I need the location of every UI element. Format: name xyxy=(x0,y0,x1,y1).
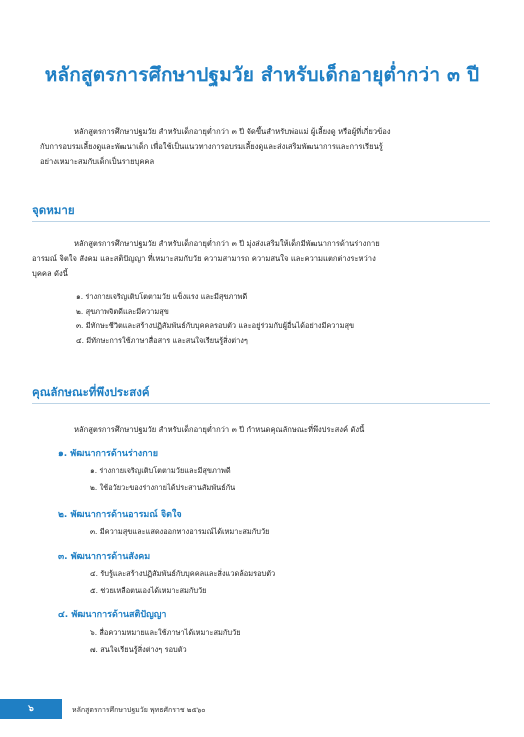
intro-line: กับการอบรมเลี้ยงดูและพัฒนาเด็ก เพื่อใช้เป็นแนวทางการอบรมเลี้ยงดูและส่งเสริมพัฒนาการและการเรียนรู้ xyxy=(40,142,383,151)
list-item: ๒. สุขภาพจิตดีและมีความสุข xyxy=(76,306,169,316)
list-item: ๕. ช่วยเหลือตนเองได้เหมาะสมกับวัย xyxy=(90,586,207,595)
page-number: ๖ xyxy=(28,704,34,714)
list-item: ๔. มีทักษะการใช้ภาษาสื่อสาร และสนใจเรียนรู้สิ่งต่างๆ xyxy=(76,335,248,345)
goals-list xyxy=(76,290,354,348)
list-item: ๖. สื่อความหมายและใช้ภาษาได้เหมาะสมกับวัย xyxy=(90,628,241,637)
page-number-box xyxy=(0,699,62,719)
goals-line: หลักสูตรการศึกษาปฐมวัย สำหรับเด็กอายุต่ำกว่า ๓ ปี มุ่งส่งเสริมให้เด็กมีพัฒนาการด้านร่างกาย xyxy=(74,239,380,248)
intro-line: หลักสูตรการศึกษาปฐมวัย สำหรับเด็กอายุต่ำกว่า ๓ ปี จัดขึ้นสำหรับพ่อแม่ ผู้เลี้ยงดู หรือผู้ที่เกี่ยวข้อง xyxy=(74,127,391,136)
page-title: หลักสูตรการศึกษาปฐมวัย สำหรับเด็กอายุต่ำกว่า ๓ ปี xyxy=(44,64,480,86)
list-item: ๓. มีความสุขและแสดงออกทางอารมณ์ได้เหมาะสมกับวัย xyxy=(90,527,270,536)
intro-paragraph xyxy=(40,124,492,169)
intro-line: อย่างเหมาะสมกับเด็กเป็นรายบุคคล xyxy=(40,157,155,166)
attributes-intro: หลักสูตรการศึกษาปฐมวัย สำหรับเด็กอายุต่ำกว่า ๓ ปี กำหนดคุณลักษณะที่พึงประสงค์ ดังนี้ xyxy=(74,425,365,434)
list-item: ๒. ใช้อวัยวะของร่างกายได้ประสานสัมพันธ์กัน xyxy=(90,483,236,492)
list-item: ๑. ร่างกายเจริญเติบโตตามวัยและมีสุขภาพดี xyxy=(90,466,231,475)
section-heading-attributes: คุณลักษณะที่พึงประสงค์ xyxy=(32,385,150,399)
list-item: ๓. มีทักษะชีวิตและสร้างปฏิสัมพันธ์กับบุคคลรอบตัว และอยู่ร่วมกับผู้อื่นได้อย่างมีความสุข xyxy=(76,321,355,331)
goals-paragraph xyxy=(32,236,492,281)
goals-line: บุคคล ดังนี้ xyxy=(32,269,68,278)
group-title-physical: ๑. พัฒนาการด้านร่างกาย xyxy=(58,449,158,459)
section-heading-goals: จุดหมาย xyxy=(32,203,75,217)
group-title-intellectual: ๔. พัฒนาการด้านสติปัญญา xyxy=(58,610,167,620)
list-item: ๗. สนใจเรียนรู้สิ่งต่างๆ รอบตัว xyxy=(90,645,187,654)
divider xyxy=(32,403,490,404)
goals-line: อารมณ์ จิตใจ สังคม และสติปัญญา ที่เหมาะสมกับวัย ความสามารถ ความสนใจ และความแตกต่างระหว่าง xyxy=(32,254,376,263)
footer-title: หลักสูตรการศึกษาปฐมวัย พุทธศักราช ๒๕๖๐ xyxy=(72,706,206,714)
list-item: ๑. ร่างกายเจริญเติบโตตามวัย แข็งแรง และมีสุขภาพดี xyxy=(76,292,248,301)
list-item: ๔. รับรู้และสร้างปฏิสัมพันธ์กับบุคคลและสิ่งแวดล้อมรอบตัว xyxy=(90,569,276,578)
group-title-emotional: ๒. พัฒนาการด้านอารมณ์ จิตใจ xyxy=(58,510,182,520)
divider xyxy=(32,221,490,222)
group-title-social: ๓. พัฒนาการด้านสังคม xyxy=(58,552,151,562)
